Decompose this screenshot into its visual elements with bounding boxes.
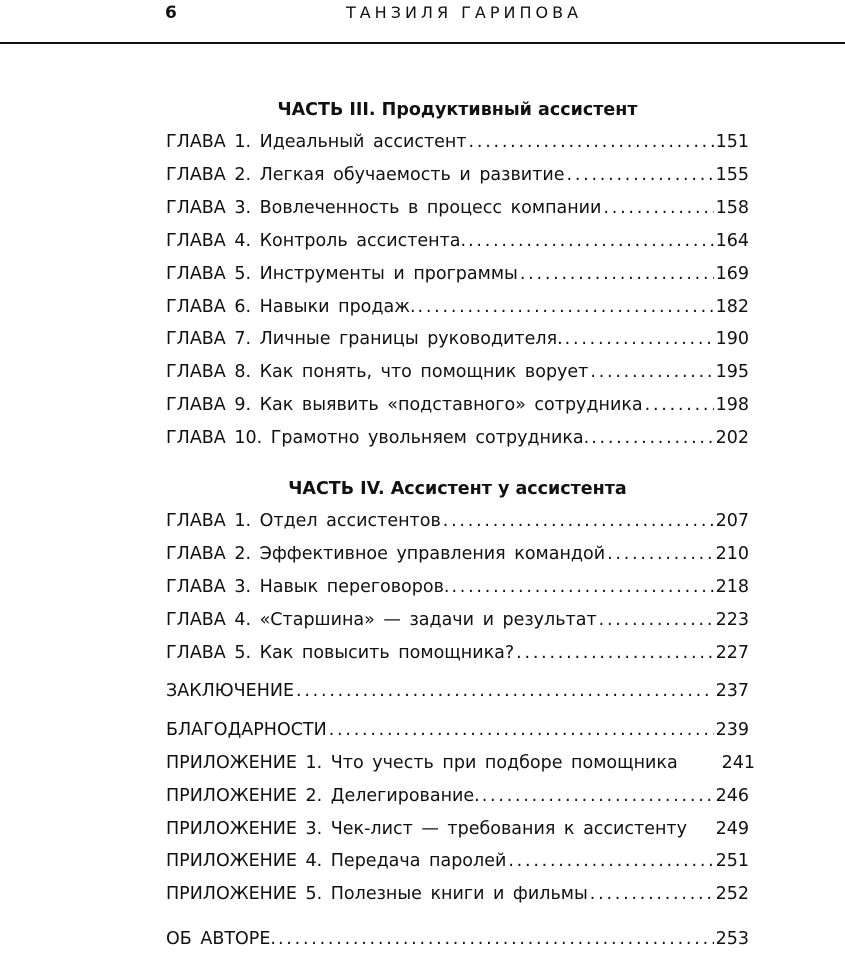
toc-entry-page: 210 bbox=[715, 544, 749, 564]
toc-entry bbox=[166, 264, 749, 290]
toc-entry-title: БЛАГОДАРНОСТИ bbox=[166, 720, 327, 740]
toc-entry-title: ГЛАВА 3. Навык переговоров. bbox=[166, 577, 450, 597]
toc-entry-appendix bbox=[166, 851, 749, 877]
toc-entry-page: 227 bbox=[715, 643, 749, 663]
toc-entry-title: ГЛАВА 2. Легкая обучаемость и развитие bbox=[166, 165, 565, 185]
toc-entry-title: ПРИЛОЖЕНИЕ 2. Делегирование. bbox=[166, 786, 480, 806]
toc-entry-title: ГЛАВА 5. Как повысить помощника? bbox=[166, 643, 515, 663]
toc-entry-title: ПРИЛОЖЕНИЕ 1. Что учесть при подборе помощника bbox=[166, 753, 678, 773]
toc-entry bbox=[166, 362, 749, 388]
toc-entry-page: 190 bbox=[715, 329, 749, 349]
toc-entry-title: ЗАКЛЮЧЕНИЕ bbox=[166, 681, 295, 701]
toc-entry-page: 241 bbox=[721, 753, 755, 773]
toc-entry-acknowledgements bbox=[166, 720, 749, 746]
toc-entry-page: 207 bbox=[715, 511, 749, 531]
toc-entry-title: ГЛАВА 1. Отдел ассистентов bbox=[166, 511, 441, 531]
toc-entry-title: ГЛАВА 6. Навыки продаж. bbox=[166, 297, 416, 317]
toc-entry bbox=[166, 395, 749, 421]
toc-entry-page: 237 bbox=[715, 681, 749, 701]
toc-entry bbox=[166, 643, 749, 669]
toc-entry-page: 164 bbox=[715, 231, 749, 251]
dot-leader bbox=[296, 681, 714, 701]
toc-entry-page: 246 bbox=[715, 786, 749, 806]
toc-entry-title: ГЛАВА 3. Вовлеченность в процесс компании bbox=[166, 198, 602, 218]
toc-entry-title: ГЛАВА 2. Эффективное управления командой bbox=[166, 544, 606, 564]
dot-leader bbox=[516, 643, 713, 663]
dot-leader bbox=[567, 165, 714, 185]
running-head bbox=[0, 0, 845, 44]
dot-leader bbox=[443, 511, 714, 531]
toc-entry-page: 252 bbox=[715, 884, 749, 904]
dot-leader bbox=[607, 544, 714, 564]
toc-entry-appendix bbox=[166, 884, 749, 910]
toc-entry-page: 239 bbox=[715, 720, 749, 740]
toc-entry bbox=[166, 428, 749, 454]
toc-entry-appendix bbox=[166, 753, 755, 779]
dot-leader bbox=[468, 231, 714, 251]
toc-entry-title: ГЛАВА 7. Личные границы руководителя. bbox=[166, 329, 563, 349]
toc-entry-title: ПРИЛОЖЕНИЕ 4. Передача паролей bbox=[166, 851, 507, 871]
toc-entry-page: 155 bbox=[715, 165, 749, 185]
toc-entry-appendix bbox=[166, 819, 749, 845]
part-heading: ЧАСТЬ III. Продуктивный ассистент bbox=[277, 100, 638, 120]
toc-entry-title: ГЛАВА 10. Грамотно увольняем сотрудника. bbox=[166, 428, 590, 448]
part-heading: ЧАСТЬ IV. Ассистент у ассистента bbox=[288, 479, 627, 499]
toc-entry-appendix bbox=[166, 786, 749, 812]
toc-entry-title: ГЛАВА 9. Как выявить «подставного» сотрудника bbox=[166, 395, 643, 415]
page-number: 6 bbox=[165, 3, 177, 23]
toc-entry bbox=[166, 511, 749, 537]
toc-entry-title: ПРИЛОЖЕНИЕ 5. Полезные книги и фильмы bbox=[166, 884, 588, 904]
toc-entry-page: 158 bbox=[715, 198, 749, 218]
dot-leader bbox=[603, 198, 713, 218]
toc-entry-page: 198 bbox=[715, 395, 749, 415]
dot-leader bbox=[520, 264, 714, 284]
toc-entry-title: ОБ АВТОРЕ. bbox=[166, 929, 276, 949]
toc-entry-page: 251 bbox=[715, 851, 749, 871]
toc-entry-title: ГЛАВА 1. Идеальный ассистент bbox=[166, 132, 467, 152]
dot-leader bbox=[278, 929, 714, 949]
toc-entry-title: ГЛАВА 8. Как понять, что помощник ворует bbox=[166, 362, 589, 382]
toc-entry bbox=[166, 544, 749, 570]
dot-leader bbox=[451, 577, 713, 597]
toc-entry-title: ПРИЛОЖЕНИЕ 3. Чек-лист — требования к ассистенту bbox=[166, 819, 687, 839]
dot-leader bbox=[599, 610, 714, 630]
toc-entry-page: 249 bbox=[715, 819, 749, 839]
dot-leader bbox=[590, 362, 713, 382]
dot-leader bbox=[591, 428, 713, 448]
toc-entry-page: 195 bbox=[715, 362, 749, 382]
toc-entry bbox=[166, 198, 749, 224]
running-title: ТАНЗИЛЯ ГАРИПОВА bbox=[345, 3, 583, 22]
dot-leader bbox=[565, 329, 714, 349]
toc-entry bbox=[166, 329, 749, 355]
toc-entry-page: 218 bbox=[715, 577, 749, 597]
toc-entry bbox=[166, 577, 749, 603]
dot-leader bbox=[645, 395, 714, 415]
toc-entry bbox=[166, 610, 749, 636]
dot-leader bbox=[418, 297, 714, 317]
dot-leader bbox=[590, 884, 714, 904]
toc-entry-conclusion bbox=[166, 681, 749, 707]
dot-leader bbox=[329, 720, 714, 740]
toc-entry-title: ГЛАВА 4. «Старшина» — задачи и результат bbox=[166, 610, 597, 630]
toc-entry-title: ГЛАВА 5. Инструменты и программы bbox=[166, 264, 518, 284]
toc-entry bbox=[166, 132, 749, 158]
toc-entry-page: 253 bbox=[715, 929, 749, 949]
toc-entry-title: ГЛАВА 4. Контроль ассистента. bbox=[166, 231, 467, 251]
toc-entry-page: 202 bbox=[715, 428, 749, 448]
toc-entry bbox=[166, 231, 749, 257]
toc-entry bbox=[166, 165, 749, 191]
dot-leader bbox=[508, 851, 713, 871]
toc-entry-page: 223 bbox=[715, 610, 749, 630]
toc-entry-page: .151 bbox=[710, 132, 749, 152]
dot-leader bbox=[482, 786, 714, 806]
toc-entry-about-author bbox=[166, 929, 749, 955]
toc-entry-page: 182 bbox=[715, 297, 749, 317]
toc-entry-page: 169 bbox=[715, 264, 749, 284]
toc-entry bbox=[166, 297, 749, 323]
dot-leader bbox=[469, 132, 708, 152]
